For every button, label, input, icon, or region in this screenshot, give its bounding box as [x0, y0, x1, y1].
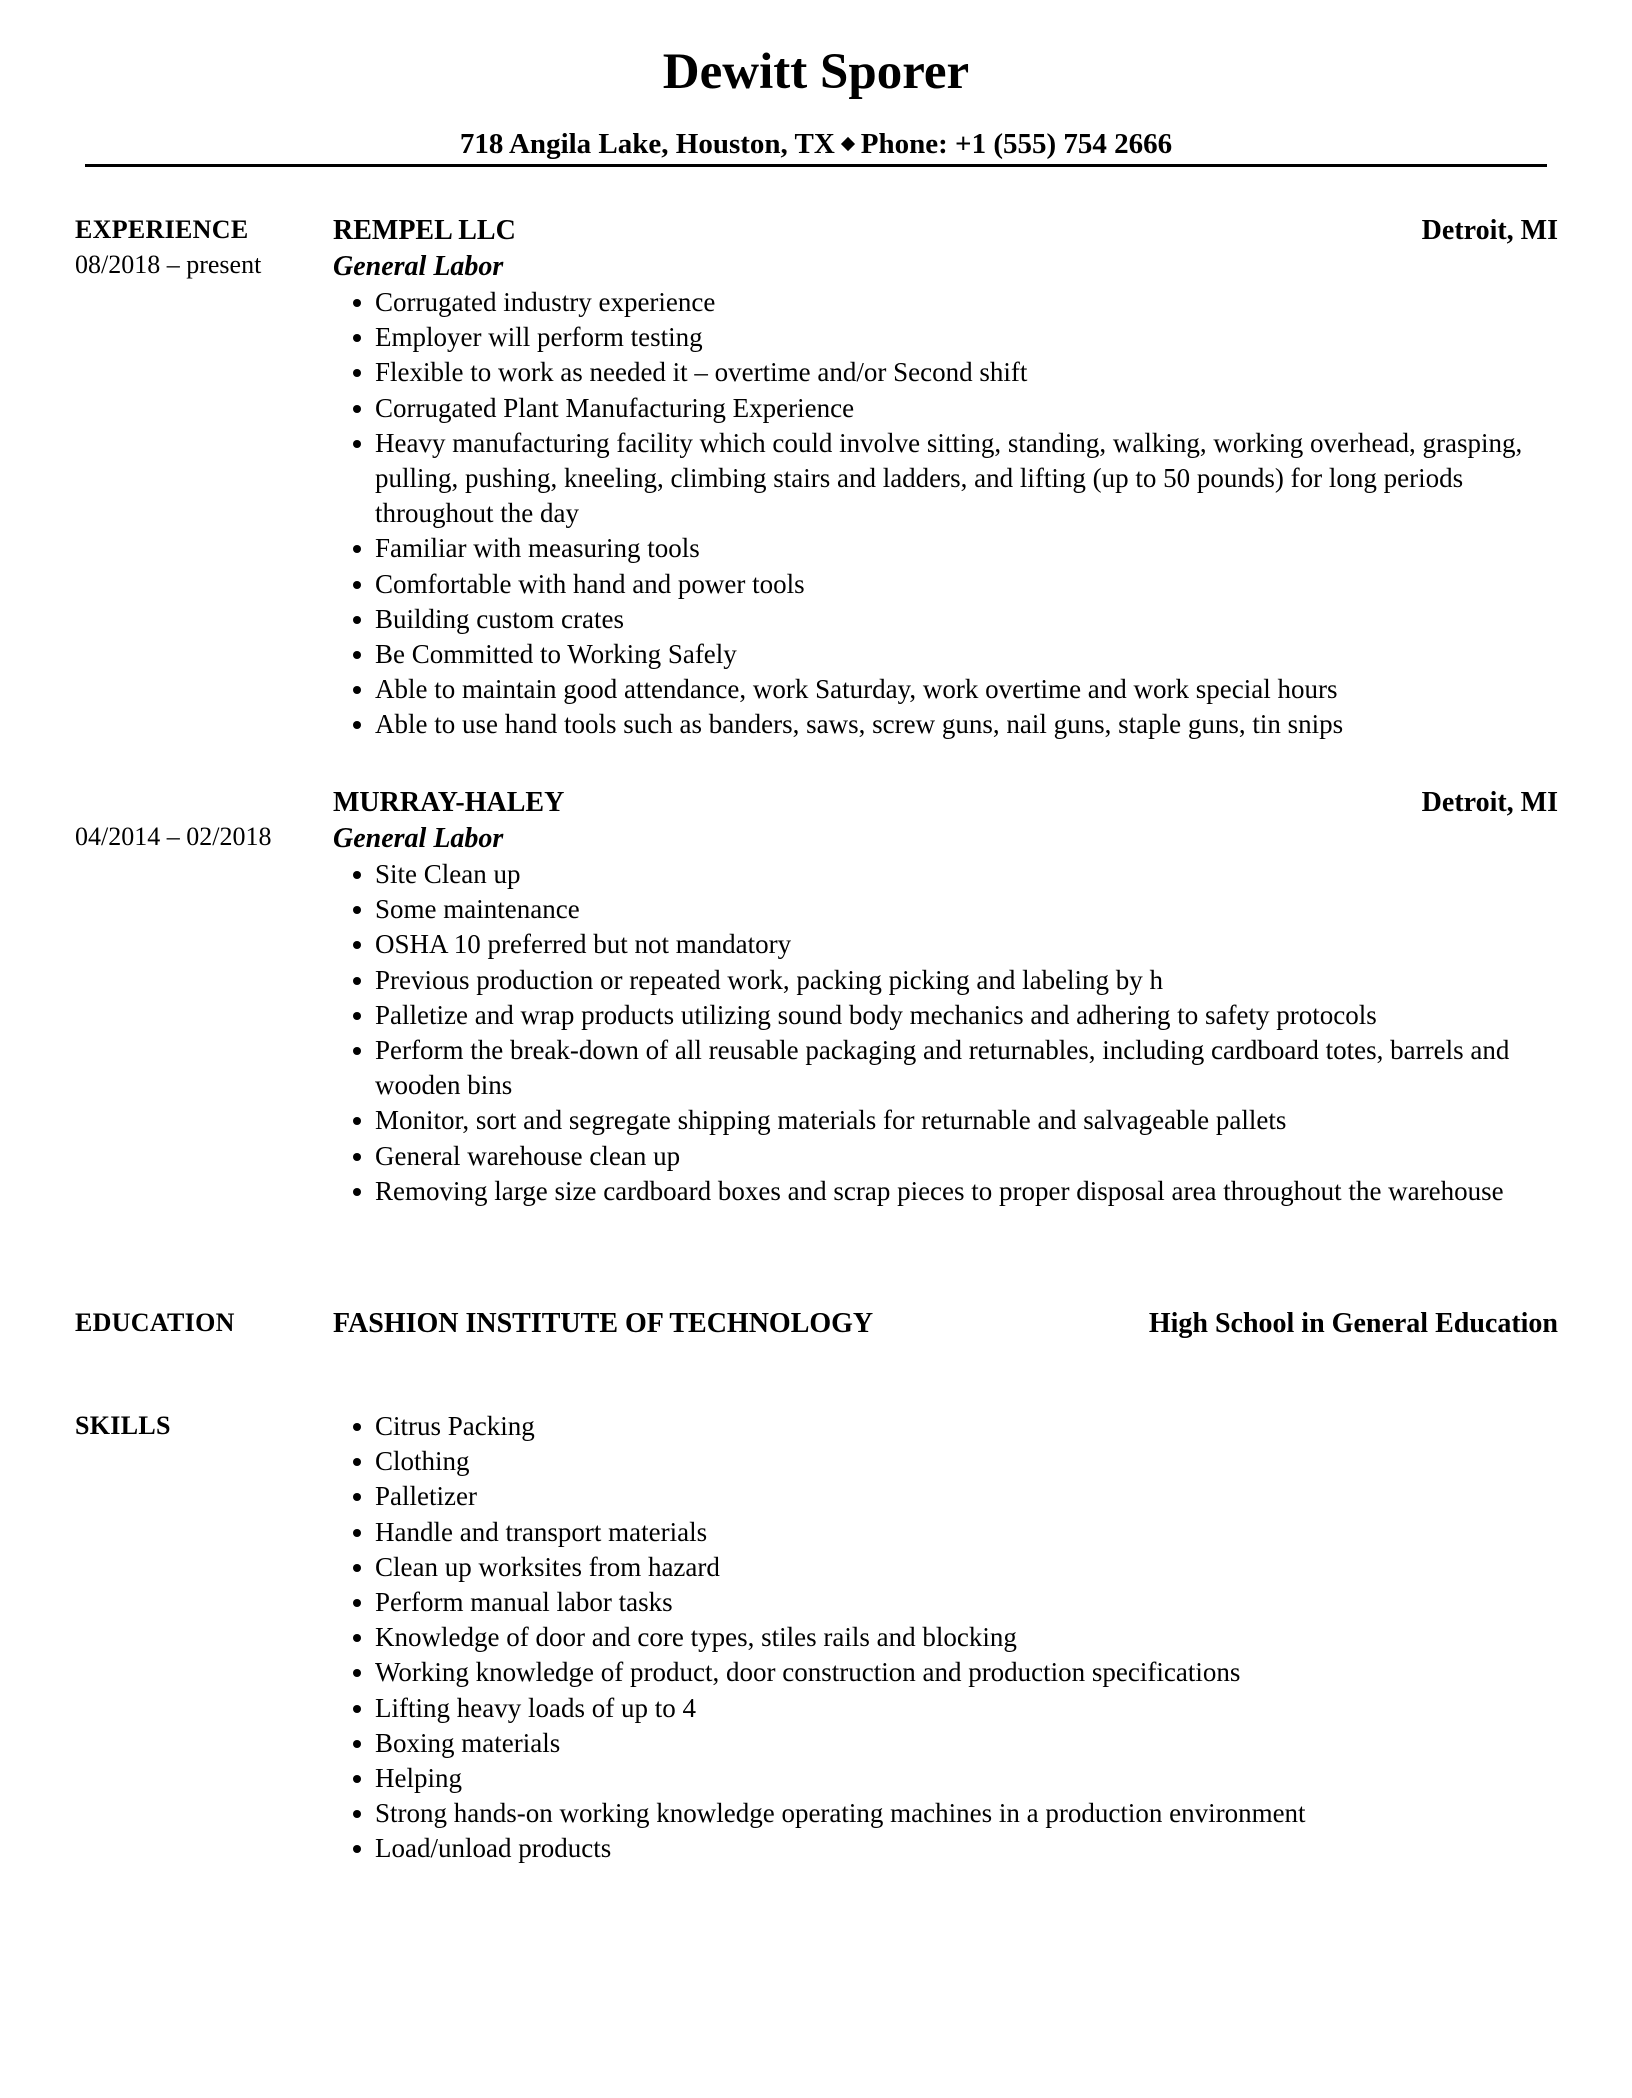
section-label-experience: EXPERIENCE [75, 215, 249, 244]
job-dates: 04/2014 – 02/2018 [75, 822, 272, 851]
education-degree: High School in General Education [1148, 1308, 1558, 1339]
list-item: Able to use hand tools such as banders, saws, screw guns, nail guns, staple guns, tin snips [333, 707, 1563, 742]
list-item: Heavy manufacturing facility which could involve sitting, standing, walking, working overhead, grasping, pulling, pushing, kneeling, climbing stairs and ladders, and lifting (up to 50 pounds) for long periods throughout the day [333, 426, 1563, 532]
list-item: Perform manual labor tasks [333, 1585, 1563, 1620]
list-item: Previous production or repeated work, packing picking and labeling by h [333, 963, 1563, 998]
job-company: MURRAY-HALEY [333, 787, 565, 818]
list-item: Flexible to work as needed it – overtime and/or Second shift [333, 355, 1563, 390]
education-school: FASHION INSTITUTE OF TECHNOLOGY [333, 1308, 874, 1339]
list-item: Palletize and wrap products utilizing sound body mechanics and adhering to safety protocols [333, 998, 1563, 1033]
list-item: Perform the break-down of all reusable packaging and returnables, including cardboard totes, barrels and wooden bins [333, 1033, 1563, 1103]
job-location: Detroit, MI [1421, 215, 1558, 246]
list-item: Removing large size cardboard boxes and scrap pieces to proper disposal area throughout the warehouse [333, 1174, 1563, 1209]
job-duties-list [333, 285, 1563, 743]
phone: Phone: +1 (555) 754 2666 [860, 128, 1173, 160]
job-company: REMPEL LLC [333, 215, 516, 246]
skills-list [333, 1409, 1563, 1867]
list-item: Corrugated industry experience [333, 285, 1563, 320]
list-item: Handle and transport materials [333, 1515, 1563, 1550]
list-item: Load/unload products [333, 1831, 1563, 1866]
job-dates: 08/2018 – present [75, 250, 262, 279]
list-item: Comfortable with hand and power tools [333, 567, 1563, 602]
address: 718 Angila Lake, Houston, TX [459, 128, 835, 160]
list-item: Monitor, sort and segregate shipping materials for returnable and salvageable pallets [333, 1103, 1563, 1138]
list-item: Lifting heavy loads of up to 4 [333, 1691, 1563, 1726]
list-item: Familiar with measuring tools [333, 531, 1563, 566]
list-item: Strong hands-on working knowledge operating machines in a production environment [333, 1796, 1563, 1831]
list-item: Helping [333, 1761, 1563, 1796]
list-item: Building custom crates [333, 602, 1563, 637]
list-item: Corrugated Plant Manufacturing Experience [333, 391, 1563, 426]
job-location: Detroit, MI [1421, 787, 1558, 818]
job-duties-list [333, 857, 1563, 1209]
job-title: General Labor [333, 823, 504, 854]
section-label-skills: SKILLS [75, 1411, 171, 1440]
job-title: General Labor [333, 251, 504, 282]
resume-name: Dewitt Sporer [662, 44, 970, 100]
list-item: Working knowledge of product, door construction and production specifications [333, 1655, 1563, 1690]
section-label-education: EDUCATION [75, 1308, 235, 1337]
contact-line [0, 126, 1632, 162]
list-item: Palletizer [333, 1479, 1563, 1514]
list-item: Knowledge of door and core types, stiles rails and blocking [333, 1620, 1563, 1655]
list-item: General warehouse clean up [333, 1139, 1563, 1174]
header-divider [85, 164, 1547, 167]
list-item: Site Clean up [333, 857, 1563, 892]
list-item: OSHA 10 preferred but not mandatory [333, 927, 1563, 962]
diamond-separator-icon [841, 137, 855, 151]
list-item: Citrus Packing [333, 1409, 1563, 1444]
list-item: Able to maintain good attendance, work Saturday, work overtime and work special hours [333, 672, 1563, 707]
list-item: Boxing materials [333, 1726, 1563, 1761]
list-item: Some maintenance [333, 892, 1563, 927]
list-item: Be Committed to Working Safely [333, 637, 1563, 672]
list-item: Clothing [333, 1444, 1563, 1479]
list-item: Clean up worksites from hazard [333, 1550, 1563, 1585]
list-item: Employer will perform testing [333, 320, 1563, 355]
